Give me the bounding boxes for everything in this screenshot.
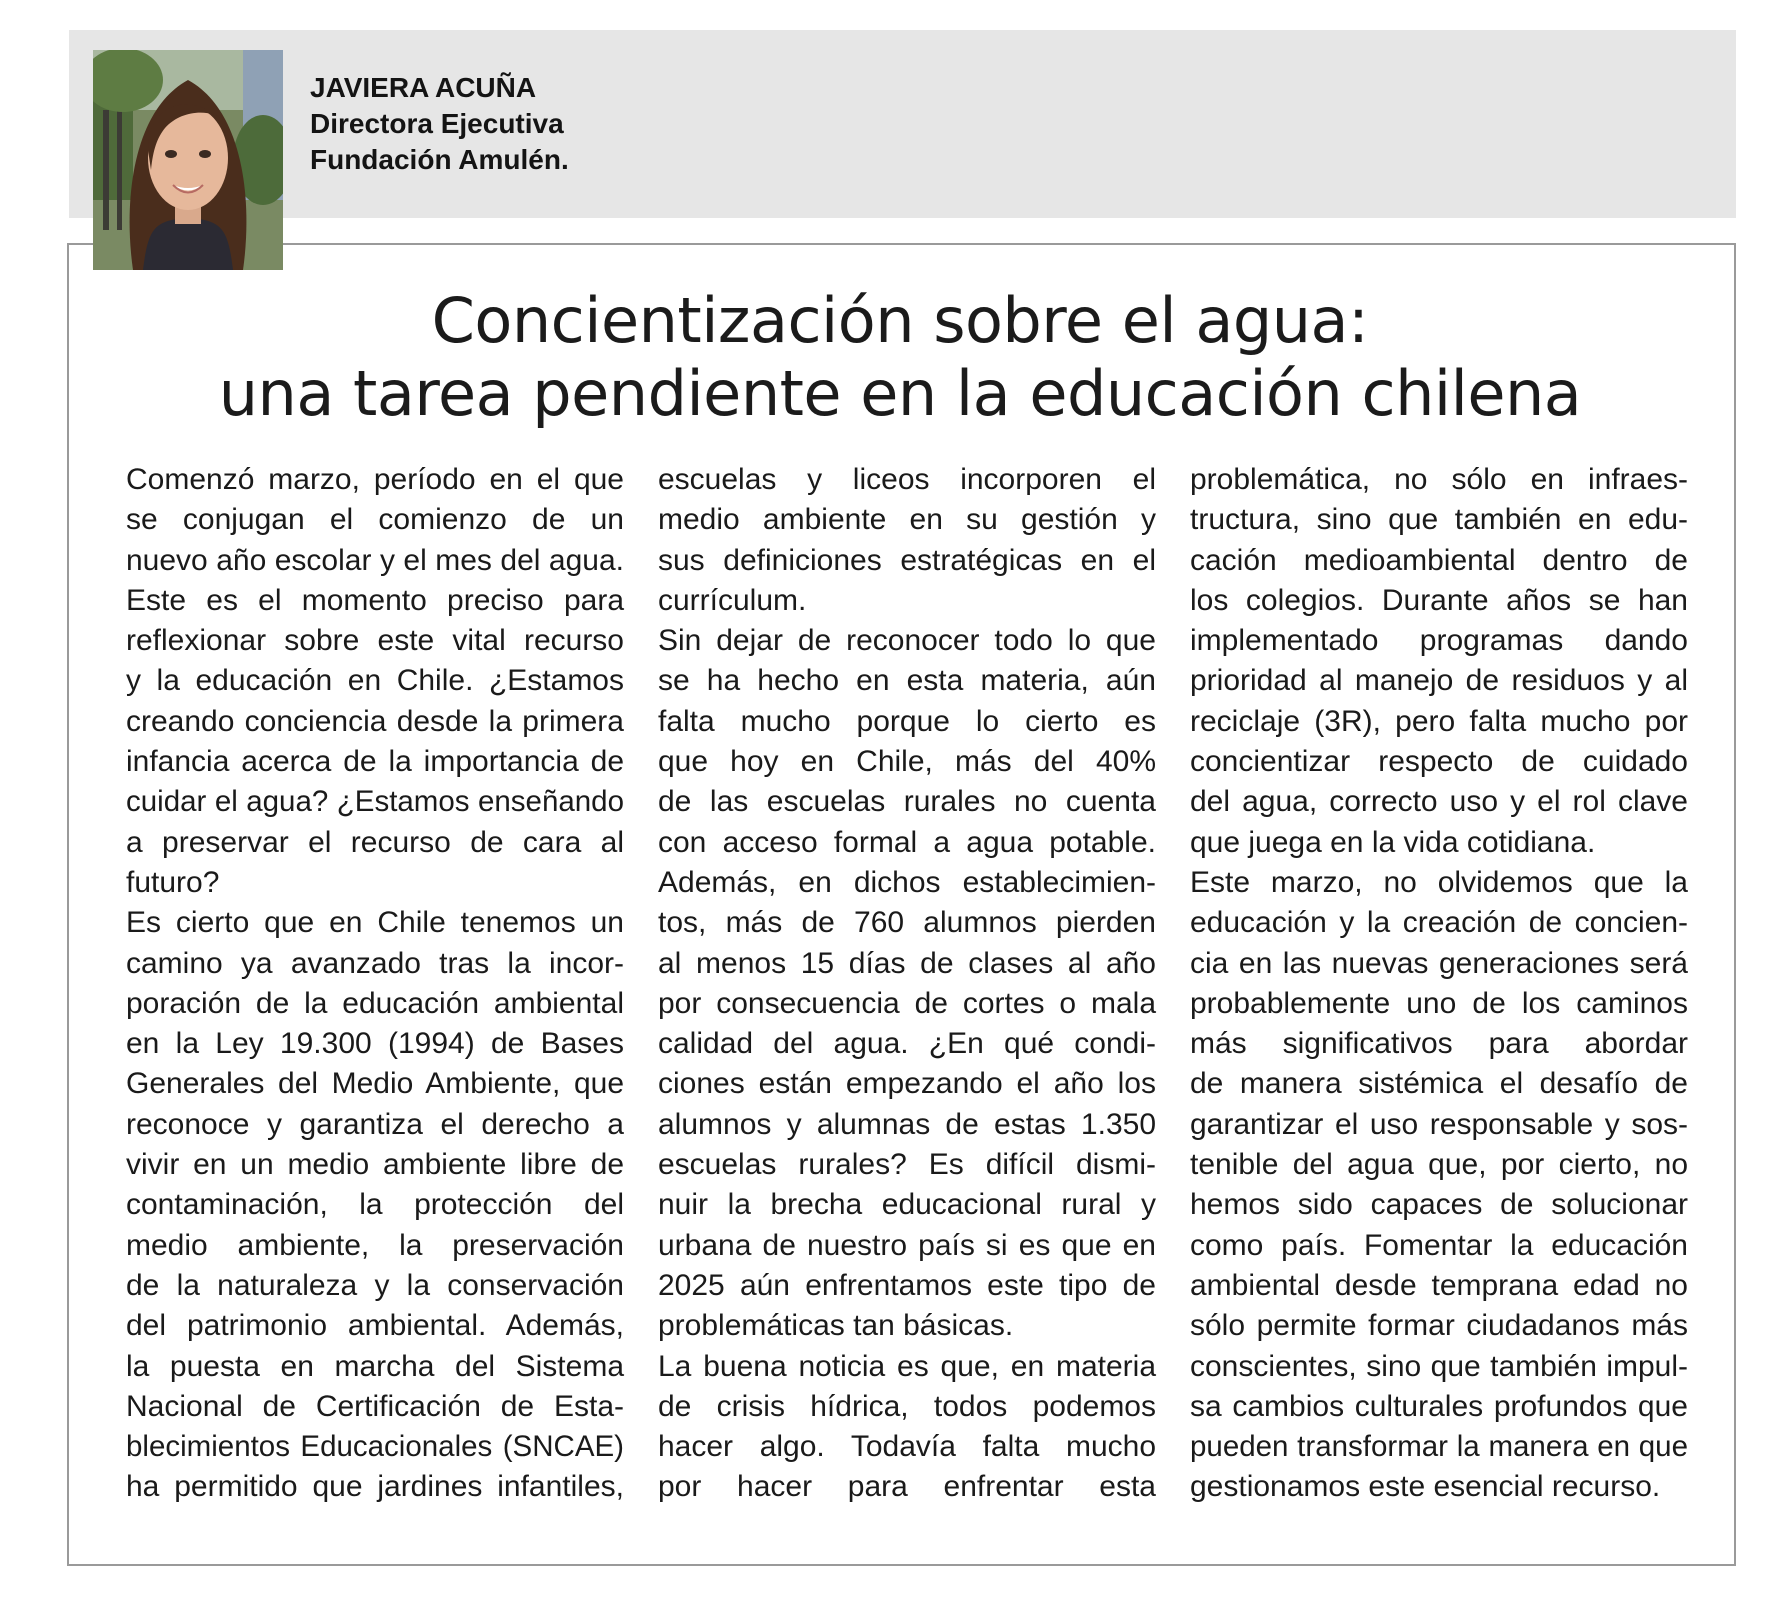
body-text-line: los colegios. Durante años se han xyxy=(1190,583,1688,617)
body-text-line: gestionamos este esencial recurso. xyxy=(1190,1470,1661,1504)
body-text-line: futuro? xyxy=(126,865,220,899)
body-text-line: tos, más de 760 alumnos pierden xyxy=(658,906,1156,940)
body-text-line: reflexionar sobre este vital recurso xyxy=(126,624,624,658)
body-text-line: se ha hecho en esta materia, aún xyxy=(658,664,1156,698)
body-text-line: sa cambios culturales profundos que xyxy=(1190,1389,1688,1423)
body-text-line: medio ambiente, la preservación xyxy=(126,1228,624,1262)
body-text-line: Este marzo, no olvidemos que la xyxy=(1190,865,1688,899)
body-text-line: con acceso formal a agua potable. xyxy=(658,825,1156,859)
body-text-line: urbana de nuestro país si es que en xyxy=(658,1228,1156,1262)
author-block xyxy=(310,70,569,178)
body-text-line: medio ambiente en su gestión y xyxy=(658,503,1156,537)
body-text-line: conscientes, sino que también impul- xyxy=(1190,1349,1688,1383)
body-text-line: del patrimonio ambiental. Además, xyxy=(126,1309,624,1343)
body-text-line: Este es el momento preciso para xyxy=(126,583,624,617)
body-text-line: se conjugan el comienzo de un xyxy=(126,503,624,537)
body-column-2 xyxy=(658,460,1156,1508)
body-text-line: de manera sistémica el desafío de xyxy=(1190,1067,1688,1101)
body-text-line: 2025 aún enfrentamos este tipo de xyxy=(658,1268,1156,1302)
body-text-line: escuelas rurales? Es difícil dismi- xyxy=(658,1148,1156,1182)
body-column-3 xyxy=(1190,460,1688,1508)
headline-line-2: una tarea pendiente en la educación chilena xyxy=(218,357,1582,430)
body-text-line: creando conciencia desde la primera xyxy=(126,704,624,738)
body-text-line: de las escuelas rurales no cuenta xyxy=(658,785,1156,819)
body-text-line: cia en las nuevas generaciones será xyxy=(1190,946,1688,980)
body-text-line: que hoy en Chile, más del 40% xyxy=(658,745,1156,779)
body-text-line: más significativos para abordar xyxy=(1190,1027,1688,1061)
body-text-line: garantizar el uso responsable y sos- xyxy=(1190,1107,1688,1141)
body-text-line: Además, en dichos establecimien- xyxy=(658,865,1156,899)
body-text-line: reconoce y garantiza el derecho a xyxy=(126,1107,624,1141)
body-text-line: implementado programas dando xyxy=(1190,624,1688,658)
body-text-line: por consecuencia de cortes o mala xyxy=(658,986,1156,1020)
body-text-line: reciclaje (3R), pero falta mucho por xyxy=(1190,704,1688,738)
body-text-line: al menos 15 días de clases al año xyxy=(658,946,1156,980)
author-photo xyxy=(93,50,283,270)
body-column-1 xyxy=(126,460,624,1508)
body-text-line: cuidar el agua? ¿Estamos enseñando xyxy=(126,785,624,819)
body-text-line: pueden transformar la manera en que xyxy=(1190,1430,1688,1464)
body-text-line: currículum. xyxy=(658,583,807,617)
body-text-line: cación medioambiental dentro de xyxy=(1190,543,1688,577)
body-text-line: del agua, correcto uso y el rol clave xyxy=(1190,785,1688,819)
body-text-line: vivir en un medio ambiente libre de xyxy=(126,1148,624,1182)
body-text-line: tenible del agua que, por cierto, no xyxy=(1190,1148,1688,1182)
body-text-line: Es cierto que en Chile tenemos un xyxy=(126,906,624,940)
body-text-line: blecimientos Educacionales (SNCAE) xyxy=(126,1430,624,1464)
body-text-line: de la naturaleza y la conservación xyxy=(126,1268,624,1302)
body-text-line: y la educación en Chile. ¿Estamos xyxy=(126,664,624,698)
body-text-line: concientizar respecto de cuidado xyxy=(1190,745,1688,779)
body-text-line: sus definiciones estratégicas en el xyxy=(658,543,1156,577)
body-text-line: camino ya avanzado tras la incor- xyxy=(126,946,624,980)
body-text-line: hacer algo. Todavía falta mucho xyxy=(658,1430,1156,1464)
body-text-line: hemos sido capaces de solucionar xyxy=(1190,1188,1688,1222)
body-text-line: ciones están empezando el año los xyxy=(658,1067,1156,1101)
article-headline xyxy=(90,284,1710,430)
body-text-line: alumnos y alumnas de estas 1.350 xyxy=(658,1107,1156,1141)
body-text-line: como país. Fomentar la educación xyxy=(1190,1228,1688,1262)
body-text-line: ambiental desde temprana edad no xyxy=(1190,1268,1688,1302)
body-text-line: ha permitido que jardines infantiles, xyxy=(126,1470,624,1504)
author-organization: Fundación Amulén. xyxy=(310,144,569,175)
body-text-line: nuir la brecha educacional rural y xyxy=(658,1188,1156,1222)
body-text-line: sólo permite formar ciudadanos más xyxy=(1190,1309,1688,1343)
body-text-line: a preservar el recurso de cara al xyxy=(126,825,624,859)
body-text-line: que juega en la vida cotidiana. xyxy=(1190,825,1596,859)
author-name: JAVIERA ACUÑA xyxy=(310,72,537,103)
body-text-line: Comenzó marzo, período en el que xyxy=(126,463,624,496)
body-text-line: contaminación, la protección del xyxy=(126,1188,624,1222)
body-text-line: escuelas y liceos incorporen el xyxy=(658,463,1156,496)
body-text-line: probablemente uno de los caminos xyxy=(1190,986,1688,1020)
body-text-line: educación y la creación de concien- xyxy=(1190,906,1688,940)
headline-line-1: Concientización sobre el agua: xyxy=(431,284,1369,357)
body-text-line: La buena noticia es que, en materia xyxy=(658,1349,1156,1383)
body-text-line: falta mucho porque lo cierto es xyxy=(658,704,1156,738)
body-text-line: calidad del agua. ¿En qué condi- xyxy=(658,1027,1156,1061)
body-text-line: problemáticas tan básicas. xyxy=(658,1309,1014,1343)
author-role: Directora Ejecutiva xyxy=(310,108,564,139)
body-text-line: problemática, no sólo en infraes- xyxy=(1190,463,1688,496)
body-text-line: Nacional de Certificación de Esta- xyxy=(126,1389,624,1423)
body-text-line: poración de la educación ambiental xyxy=(126,986,624,1020)
body-text-line: por hacer para enfrentar esta xyxy=(658,1470,1156,1504)
body-text-line: Sin dejar de reconocer todo lo que xyxy=(658,624,1156,658)
body-text-line: tructura, sino que también en edu- xyxy=(1190,503,1688,537)
body-text-line: infancia acerca de la importancia de xyxy=(126,745,624,779)
body-text-line: prioridad al manejo de residuos y al xyxy=(1190,664,1688,698)
body-text-line: de crisis hídrica, todos podemos xyxy=(658,1389,1156,1423)
body-text-line: la puesta en marcha del Sistema xyxy=(126,1349,624,1383)
body-text-line: nuevo año escolar y el mes del agua. xyxy=(126,543,624,577)
body-text-line: en la Ley 19.300 (1994) de Bases xyxy=(126,1027,624,1061)
body-text-line: Generales del Medio Ambiente, que xyxy=(126,1067,624,1101)
